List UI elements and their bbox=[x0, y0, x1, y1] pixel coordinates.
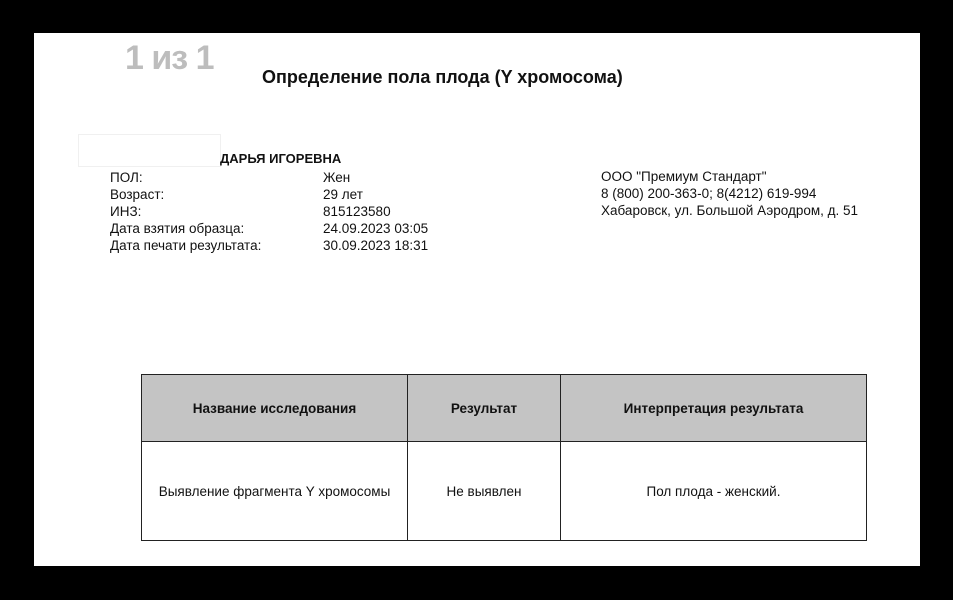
field-label: Дата печати результата: bbox=[110, 238, 262, 253]
patient-row-sex bbox=[110, 169, 428, 186]
page-counter: 1 из 1 bbox=[125, 39, 214, 77]
table-row bbox=[142, 442, 867, 541]
patient-row-sample-date bbox=[110, 220, 428, 237]
field-label: Возраст: bbox=[110, 187, 165, 202]
header-result: Результат bbox=[408, 375, 561, 442]
field-label: Дата взятия образца: bbox=[110, 221, 245, 236]
field-value: 29 лет bbox=[323, 187, 363, 202]
document-title: Определение пола плода (Y хромосома) bbox=[262, 67, 623, 87]
header-test-name: Название исследования bbox=[142, 375, 408, 442]
field-value: 30.09.2023 18:31 bbox=[323, 238, 429, 253]
patient-row-age bbox=[110, 186, 428, 203]
lab-phones: 8 (800) 200-363-0; 8(4212) 619-994 bbox=[601, 186, 817, 201]
patient-details bbox=[110, 169, 428, 254]
cell-result: Не выявлен bbox=[408, 442, 561, 541]
field-label: ПОЛ: bbox=[110, 170, 143, 185]
header-interpretation: Интерпретация результата bbox=[561, 375, 867, 442]
document-page bbox=[34, 33, 920, 566]
field-value: 24.09.2023 03:05 bbox=[323, 221, 429, 236]
patient-row-print-date bbox=[110, 237, 428, 254]
redacted-surname-box bbox=[78, 134, 221, 167]
field-label: ИНЗ: bbox=[110, 204, 142, 219]
table-header-row bbox=[142, 375, 867, 442]
lab-info bbox=[601, 168, 858, 219]
lab-name: ООО "Премиум Стандарт" bbox=[601, 169, 767, 184]
results-table bbox=[141, 374, 867, 541]
cell-interpretation: Пол плода - женский. bbox=[561, 442, 867, 541]
cell-test-name: Выявление фрагмента Y хромосомы bbox=[142, 442, 408, 541]
field-value: 815123580 bbox=[323, 204, 391, 219]
lab-address: Хабаровск, ул. Большой Аэродром, д. 51 bbox=[601, 203, 859, 218]
patient-name: ДАРЬЯ ИГОРЕВНА bbox=[220, 151, 342, 166]
patient-row-inz bbox=[110, 203, 428, 220]
field-value: Жен bbox=[323, 170, 351, 185]
